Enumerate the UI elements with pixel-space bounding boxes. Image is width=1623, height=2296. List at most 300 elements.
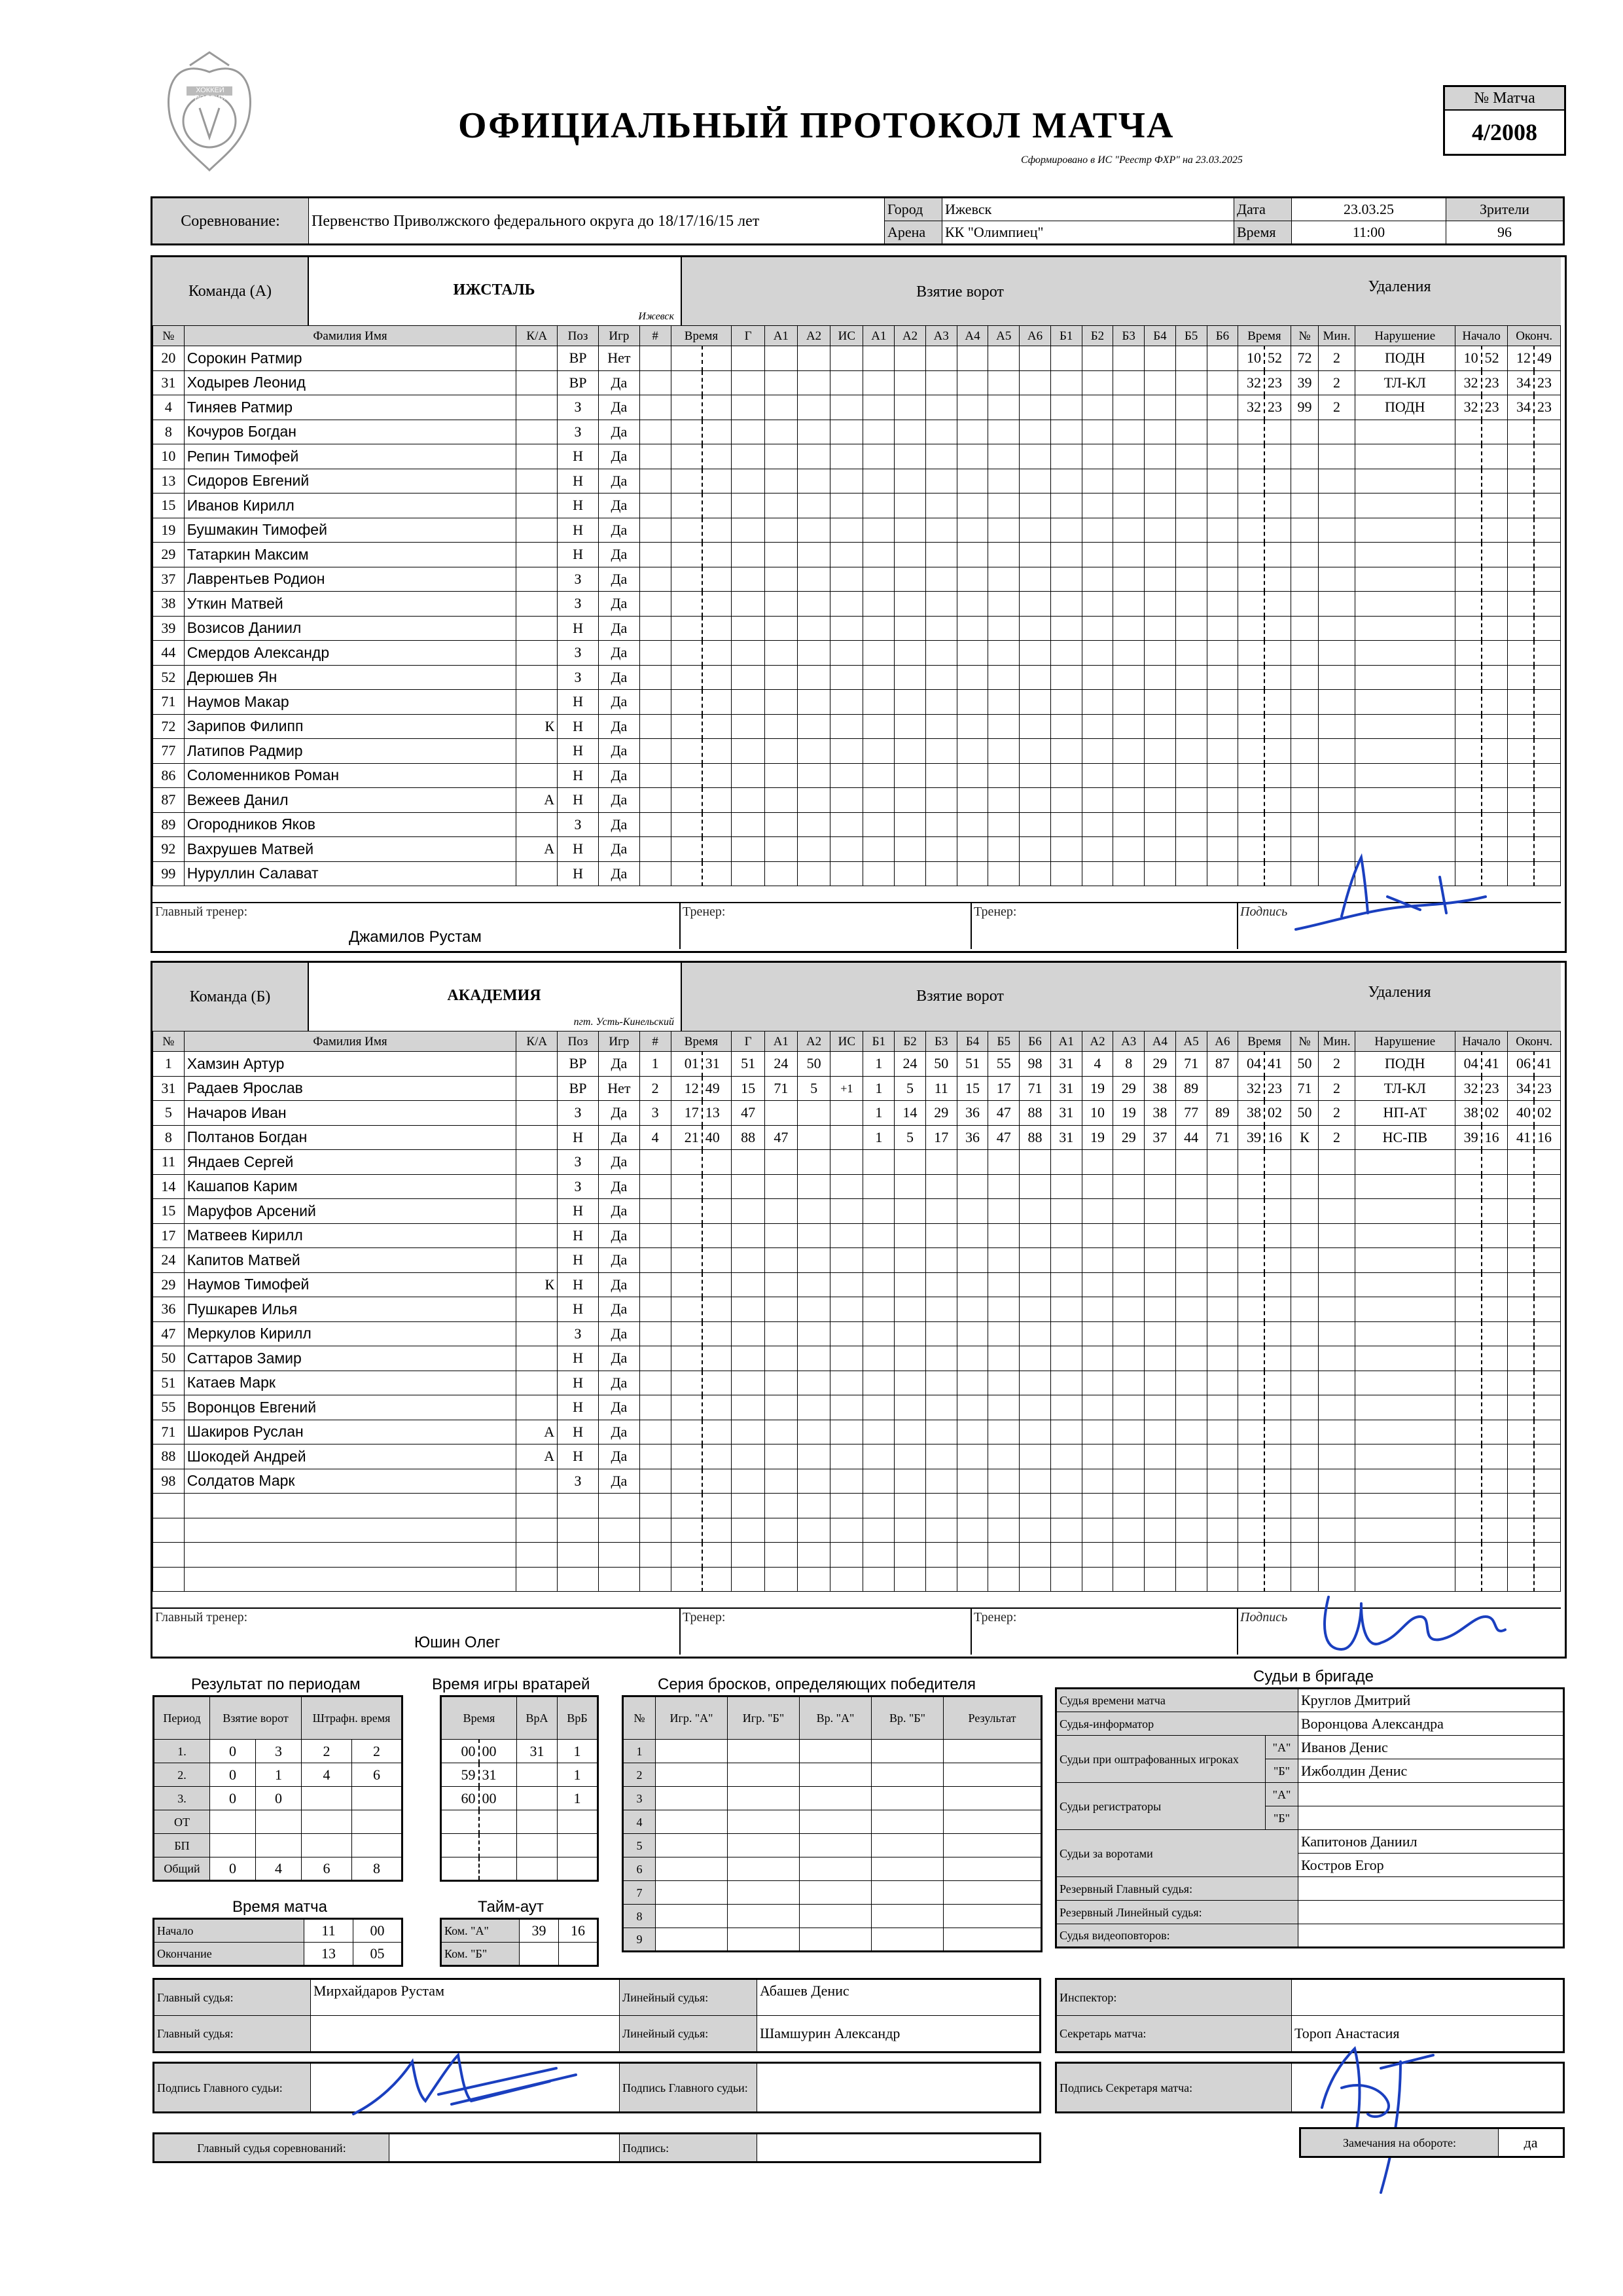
goal-no — [639, 861, 671, 886]
pen-col-violation: Нарушение — [1355, 1031, 1455, 1052]
player-name: Меркулов Кирилл — [184, 1321, 516, 1346]
goal-opp-1 — [1050, 763, 1082, 788]
shootout-cell-4 — [872, 1857, 944, 1881]
pen-violation — [1355, 788, 1455, 813]
goal-own-3 — [925, 1543, 957, 1568]
goal-opp-4 — [1145, 444, 1176, 469]
player-ka — [516, 641, 558, 666]
goal-own-4 — [957, 1346, 988, 1371]
goal-own-1 — [863, 837, 895, 862]
goal-col-opp-5: А5 — [1175, 1031, 1207, 1052]
pen-start-sec — [1482, 739, 1508, 764]
pen-minutes — [1319, 567, 1355, 592]
table-row — [153, 567, 1561, 592]
pen-violation — [1355, 1297, 1455, 1322]
player-pos — [558, 1494, 599, 1518]
pen-end-sec — [1534, 469, 1560, 493]
goal-assist-1 — [764, 1346, 797, 1371]
goal-opp-2 — [1082, 518, 1113, 543]
goal-opp-5 — [1175, 469, 1207, 493]
goal-opp-2 — [1082, 739, 1113, 764]
goal-scorer — [732, 518, 764, 543]
player-pos: Н — [558, 1444, 599, 1469]
goal-own-3 — [925, 395, 957, 420]
goal-opp-6 — [1207, 1518, 1238, 1543]
goal-own-6 — [1020, 861, 1051, 886]
informer-label: Судья-информатор — [1056, 1712, 1298, 1736]
team-a-table — [152, 325, 1561, 886]
player-play: Да — [598, 788, 639, 813]
goal-opp-6 — [1207, 1371, 1238, 1395]
goal-opp-3 — [1113, 444, 1145, 469]
pen-minutes — [1319, 665, 1355, 690]
goal-scorer — [732, 763, 764, 788]
goal-own-3 — [925, 1518, 957, 1543]
goal-opp-4 — [1145, 714, 1176, 739]
pen-time-sec — [1264, 763, 1291, 788]
player-no: 92 — [153, 837, 185, 862]
pen-violation: ТЛ-КЛ — [1355, 1076, 1455, 1101]
goal-time-sec — [702, 1494, 732, 1518]
goal-own-6 — [1020, 837, 1051, 862]
pen-time-sec — [1264, 739, 1291, 764]
table-row — [153, 395, 1561, 420]
goal-opp-5: 71 — [1175, 1052, 1207, 1077]
goal-opp-5 — [1175, 1420, 1207, 1444]
player-pos: З — [558, 1150, 599, 1175]
goal-own-5 — [988, 493, 1020, 518]
goal-own-4 — [957, 1297, 988, 1322]
pen-start-min — [1455, 1272, 1481, 1297]
shootout-cell-5 — [944, 1763, 1042, 1787]
goal-own-2 — [895, 1543, 926, 1568]
goal-assist-2 — [797, 837, 830, 862]
goal-opp-1 — [1050, 1272, 1082, 1297]
goal-own-4 — [957, 518, 988, 543]
goal-own-1 — [863, 1272, 895, 1297]
goal-situation — [830, 641, 863, 666]
pen-minutes — [1319, 714, 1355, 739]
goal-own-2 — [895, 714, 926, 739]
pen-start-min — [1455, 469, 1481, 493]
goal-opp-6 — [1207, 1395, 1238, 1420]
goal-own-1 — [863, 420, 895, 444]
pen-player — [1291, 1371, 1319, 1395]
goal-opp-3 — [1113, 592, 1145, 617]
goal-col-time: Время — [671, 326, 732, 346]
goal-opp-1 — [1050, 420, 1082, 444]
player-play: Да — [598, 493, 639, 518]
table-row — [153, 1543, 1561, 1568]
pen-time-sec — [1264, 1199, 1291, 1224]
goal-situation — [830, 543, 863, 567]
player-pos: Н — [558, 1272, 599, 1297]
goal-no — [639, 543, 671, 567]
player-no: 20 — [153, 346, 185, 371]
table-row — [153, 1321, 1561, 1346]
period-pim-a — [302, 1810, 352, 1834]
goal-assist-2 — [797, 812, 830, 837]
pen-player — [1291, 1543, 1319, 1568]
player-play: Да — [598, 1346, 639, 1371]
spectators-label: Зрители — [1446, 198, 1564, 221]
pen-start-sec: 23 — [1482, 1076, 1508, 1101]
goal-opp-2 — [1082, 812, 1113, 837]
goal-opp-3: 8 — [1113, 1052, 1145, 1077]
goal-own-1: 1 — [863, 1076, 895, 1101]
goal-opp-6 — [1207, 665, 1238, 690]
team-a-head-coach: Джамилов Рустам — [349, 928, 482, 946]
shootout-cell-5 — [944, 1740, 1042, 1763]
table-row — [153, 1518, 1561, 1543]
player-play: Да — [598, 812, 639, 837]
pen-violation — [1355, 420, 1455, 444]
team-a-name: ИЖСТАЛЬ — [453, 281, 535, 298]
goal-scorer — [732, 444, 764, 469]
pen-minutes — [1319, 1223, 1355, 1248]
pen-start-sec — [1482, 1321, 1508, 1346]
player-play: Да — [598, 395, 639, 420]
goal-opp-5: 77 — [1175, 1101, 1207, 1126]
goal-opp-1 — [1050, 1346, 1082, 1371]
player-no: 15 — [153, 1199, 185, 1224]
goal-col-opp-5: Б5 — [1175, 326, 1207, 346]
goal-time-min — [671, 714, 702, 739]
goal-own-2 — [895, 812, 926, 837]
goal-opp-3 — [1113, 665, 1145, 690]
player-name: Вахрушев Матвей — [184, 837, 516, 862]
pen-violation: ТЛ-КЛ — [1355, 370, 1455, 395]
player-name: Вежеев Данил — [184, 788, 516, 813]
goal-own-2 — [895, 1371, 926, 1395]
goal-assist-1 — [764, 493, 797, 518]
shootout-cell-3 — [800, 1763, 872, 1787]
goal-no — [639, 1444, 671, 1469]
pen-time-min — [1238, 543, 1264, 567]
goal-opp-6 — [1207, 420, 1238, 444]
table-row — [623, 1928, 1042, 1952]
pen-time-min — [1238, 1174, 1264, 1199]
goal-own-6 — [1020, 1420, 1051, 1444]
goal-opp-1 — [1050, 788, 1082, 813]
goal-own-1 — [863, 1150, 895, 1175]
goal-own-2 — [895, 1321, 926, 1346]
player-name: Полтанов Богдан — [184, 1125, 516, 1150]
pen-time-min — [1238, 1150, 1264, 1175]
goal-opp-1 — [1050, 641, 1082, 666]
pen-end-min — [1508, 837, 1534, 862]
goal-own-2: 14 — [895, 1101, 926, 1126]
player-pos: ВР — [558, 1052, 599, 1077]
player-ka — [516, 739, 558, 764]
pen-start-sec — [1482, 518, 1508, 543]
player-ka — [516, 616, 558, 641]
shootout-title: Серия бросков, определяющих победителя — [658, 1676, 976, 1693]
goal-opp-1 — [1050, 444, 1082, 469]
goal-time-min — [671, 493, 702, 518]
pen-end-min — [1508, 788, 1534, 813]
col-pos: Поз — [558, 1031, 599, 1052]
pen-time-min — [1238, 567, 1264, 592]
pen-violation — [1355, 1371, 1455, 1395]
pen-time-min — [1238, 1346, 1264, 1371]
goal-opp-1 — [1050, 616, 1082, 641]
col-ka: К/А — [516, 326, 558, 346]
pen-end-min — [1508, 690, 1534, 715]
goal-situation — [830, 444, 863, 469]
goal-own-5 — [988, 837, 1020, 862]
goal-time-sec — [702, 665, 732, 690]
table-row — [154, 1857, 402, 1881]
goal-own-2 — [895, 763, 926, 788]
period-goals-a — [210, 1810, 256, 1834]
player-name: Нуруллин Салават — [184, 861, 516, 886]
goal-time-min — [671, 763, 702, 788]
goal-opp-5 — [1175, 370, 1207, 395]
player-name: Лаврентьев Родион — [184, 567, 516, 592]
penalty-tag-b: "Б" — [1266, 1759, 1298, 1783]
goalie-time-min: 60 — [441, 1787, 479, 1810]
player-play — [598, 1494, 639, 1518]
goalie-time-sec: 00 — [479, 1740, 517, 1763]
goal-own-3 — [925, 420, 957, 444]
shootout-cell-1 — [656, 1763, 728, 1787]
player-pos: З — [558, 1174, 599, 1199]
goal-own-3 — [925, 1272, 957, 1297]
goal-own-5 — [988, 616, 1020, 641]
player-no: 47 — [153, 1321, 185, 1346]
pen-time-min — [1238, 1395, 1264, 1420]
goal-own-4 — [957, 714, 988, 739]
table-row — [441, 1834, 598, 1857]
pen-end-sec — [1534, 1371, 1560, 1395]
goalie-b — [558, 1810, 598, 1834]
pen-player: 50 — [1291, 1052, 1319, 1077]
goal-own-2 — [895, 1395, 926, 1420]
pen-violation — [1355, 1346, 1455, 1371]
goal-own-1 — [863, 1346, 895, 1371]
goal-opp-3 — [1113, 543, 1145, 567]
player-ka — [516, 346, 558, 371]
pen-violation — [1355, 1420, 1455, 1444]
goal-time-sec — [702, 812, 732, 837]
goal-own-6 — [1020, 1272, 1051, 1297]
player-pos: Н — [558, 1199, 599, 1224]
pen-violation — [1355, 714, 1455, 739]
player-no: 88 — [153, 1444, 185, 1469]
goal-situation — [830, 616, 863, 641]
player-no: 72 — [153, 714, 185, 739]
goal-opp-1: 31 — [1050, 1076, 1082, 1101]
col-ka: К/А — [516, 1031, 558, 1052]
goal-situation — [830, 1223, 863, 1248]
goal-assist-1 — [764, 1248, 797, 1273]
goals-title-a: Взятие ворот — [916, 283, 1004, 300]
pen-time-sec — [1264, 420, 1291, 444]
goal-time-min: 17 — [671, 1101, 702, 1126]
goal-situation — [830, 1567, 863, 1592]
goal-own-2 — [895, 1567, 926, 1592]
pen-start-min — [1455, 690, 1481, 715]
pen-time-sec — [1264, 1223, 1291, 1248]
goal-opp-3 — [1113, 616, 1145, 641]
goal-own-2 — [895, 861, 926, 886]
shootout-cell-4 — [872, 1763, 944, 1787]
goal-opp-5 — [1175, 1223, 1207, 1248]
goal-opp-5 — [1175, 1321, 1207, 1346]
pen-start-sec — [1482, 788, 1508, 813]
pen-end-sec — [1534, 665, 1560, 690]
shootout-cell-1 — [656, 1857, 728, 1881]
player-play: Да — [598, 1272, 639, 1297]
player-ka — [516, 1076, 558, 1101]
pen-time-min — [1238, 1199, 1264, 1224]
goal-situation — [830, 1518, 863, 1543]
goal-scorer — [732, 739, 764, 764]
player-name: Соломенников Роман — [184, 763, 516, 788]
player-name — [184, 1543, 516, 1568]
goal-opp-1 — [1050, 543, 1082, 567]
period-pim-b — [352, 1787, 402, 1810]
shootout-cell-3 — [800, 1834, 872, 1857]
goal-own-1 — [863, 1297, 895, 1322]
table-row — [153, 1297, 1561, 1322]
pen-start-sec — [1482, 1223, 1508, 1248]
goal-scorer — [732, 1297, 764, 1322]
match-number-label: № Матча — [1445, 87, 1564, 111]
goal-col-own-6: Б6 — [1020, 1031, 1051, 1052]
goal-own-5 — [988, 567, 1020, 592]
goal-time-sec — [702, 1371, 732, 1395]
shootout-cell-1 — [656, 1881, 728, 1905]
goal-scorer — [732, 1444, 764, 1469]
goal-assist-1 — [764, 1469, 797, 1494]
goal-no — [639, 1420, 671, 1444]
goal-assist-1 — [764, 714, 797, 739]
pen-time-sec — [1264, 616, 1291, 641]
goal-opp-1 — [1050, 690, 1082, 715]
goal-own-6 — [1020, 493, 1051, 518]
table-row — [153, 812, 1561, 837]
player-ka — [516, 420, 558, 444]
player-play: Да — [598, 714, 639, 739]
pen-minutes — [1319, 444, 1355, 469]
goal-opp-1 — [1050, 1469, 1082, 1494]
goal-opp-4 — [1145, 1444, 1176, 1469]
table-row — [153, 714, 1561, 739]
goal-opp-1 — [1050, 1297, 1082, 1322]
goal-own-1 — [863, 1248, 895, 1273]
goal-col-is: ИС — [830, 326, 863, 346]
goal-own-4 — [957, 812, 988, 837]
goal-own-2 — [895, 370, 926, 395]
pen-time-min — [1238, 739, 1264, 764]
pen-time-sec — [1264, 1420, 1291, 1444]
goal-own-3 — [925, 493, 957, 518]
goal-time-min — [671, 1420, 702, 1444]
goal-own-4 — [957, 837, 988, 862]
player-play: Да — [598, 763, 639, 788]
goal-opp-4 — [1145, 763, 1176, 788]
goal-assist-1 — [764, 861, 797, 886]
goalie-time-min — [441, 1857, 479, 1881]
goal-time-sec — [702, 1444, 732, 1469]
player-play — [598, 1543, 639, 1568]
goal-opp-6 — [1207, 1346, 1238, 1371]
goal-opp-6 — [1207, 739, 1238, 764]
goal-scorer — [732, 641, 764, 666]
goal-situation — [830, 420, 863, 444]
goal-opp-3 — [1113, 690, 1145, 715]
goal-time-min — [671, 346, 702, 371]
goal-own-3 — [925, 763, 957, 788]
goal-scorer — [732, 1150, 764, 1175]
pen-minutes — [1319, 616, 1355, 641]
goal-assist-1 — [764, 690, 797, 715]
goal-own-2 — [895, 665, 926, 690]
pen-end-min — [1508, 1297, 1534, 1322]
goal-opp-4 — [1145, 1321, 1176, 1346]
goal-own-4 — [957, 1469, 988, 1494]
col-play: Игр — [598, 1031, 639, 1052]
pen-end-sec: 23 — [1534, 370, 1560, 395]
pen-time-min — [1238, 616, 1264, 641]
pen-player — [1291, 592, 1319, 617]
goal-opp-3 — [1113, 1444, 1145, 1469]
pen-start-sec — [1482, 592, 1508, 617]
pen-end-min: 41 — [1508, 1125, 1534, 1150]
goal-judge-1: Капитонов Даниил — [1298, 1830, 1564, 1854]
goal-opp-4: 29 — [1145, 1052, 1176, 1077]
player-no: 44 — [153, 641, 185, 666]
pen-time-sec — [1264, 1297, 1291, 1322]
goal-time-sec — [702, 1567, 732, 1592]
table-row — [153, 1150, 1561, 1175]
goal-own-6 — [1020, 1469, 1051, 1494]
registrar-b — [1298, 1806, 1564, 1830]
goal-own-4 — [957, 641, 988, 666]
inspector-label: Инспектор: — [1056, 1979, 1292, 2016]
player-no: 4 — [153, 395, 185, 420]
goal-opp-1 — [1050, 1321, 1082, 1346]
goal-opp-3 — [1113, 1346, 1145, 1371]
goal-col-opp-4: Б4 — [1145, 326, 1176, 346]
shootout-no: 4 — [623, 1810, 656, 1834]
goal-opp-5 — [1175, 788, 1207, 813]
goal-own-4 — [957, 1395, 988, 1420]
goal-own-2: 5 — [895, 1076, 926, 1101]
player-no: 86 — [153, 763, 185, 788]
player-no: 50 — [153, 1346, 185, 1371]
goal-col-own-4: А4 — [957, 326, 988, 346]
pen-minutes — [1319, 1543, 1355, 1568]
pen-end-sec — [1534, 1199, 1560, 1224]
player-ka: К — [516, 714, 558, 739]
goal-own-4 — [957, 1321, 988, 1346]
pen-start-min — [1455, 616, 1481, 641]
registrar-a — [1298, 1783, 1564, 1806]
goal-assist-1 — [764, 788, 797, 813]
pen-start-sec — [1482, 543, 1508, 567]
goal-situation — [830, 1101, 863, 1126]
shootout-no: 6 — [623, 1857, 656, 1881]
goal-opp-3 — [1113, 1297, 1145, 1322]
pen-time-sec — [1264, 1543, 1291, 1568]
line-referee-1: Абашев Денис — [757, 1979, 1041, 2016]
goal-time-min — [671, 444, 702, 469]
table-row — [153, 763, 1561, 788]
goal-situation: +1 — [830, 1076, 863, 1101]
